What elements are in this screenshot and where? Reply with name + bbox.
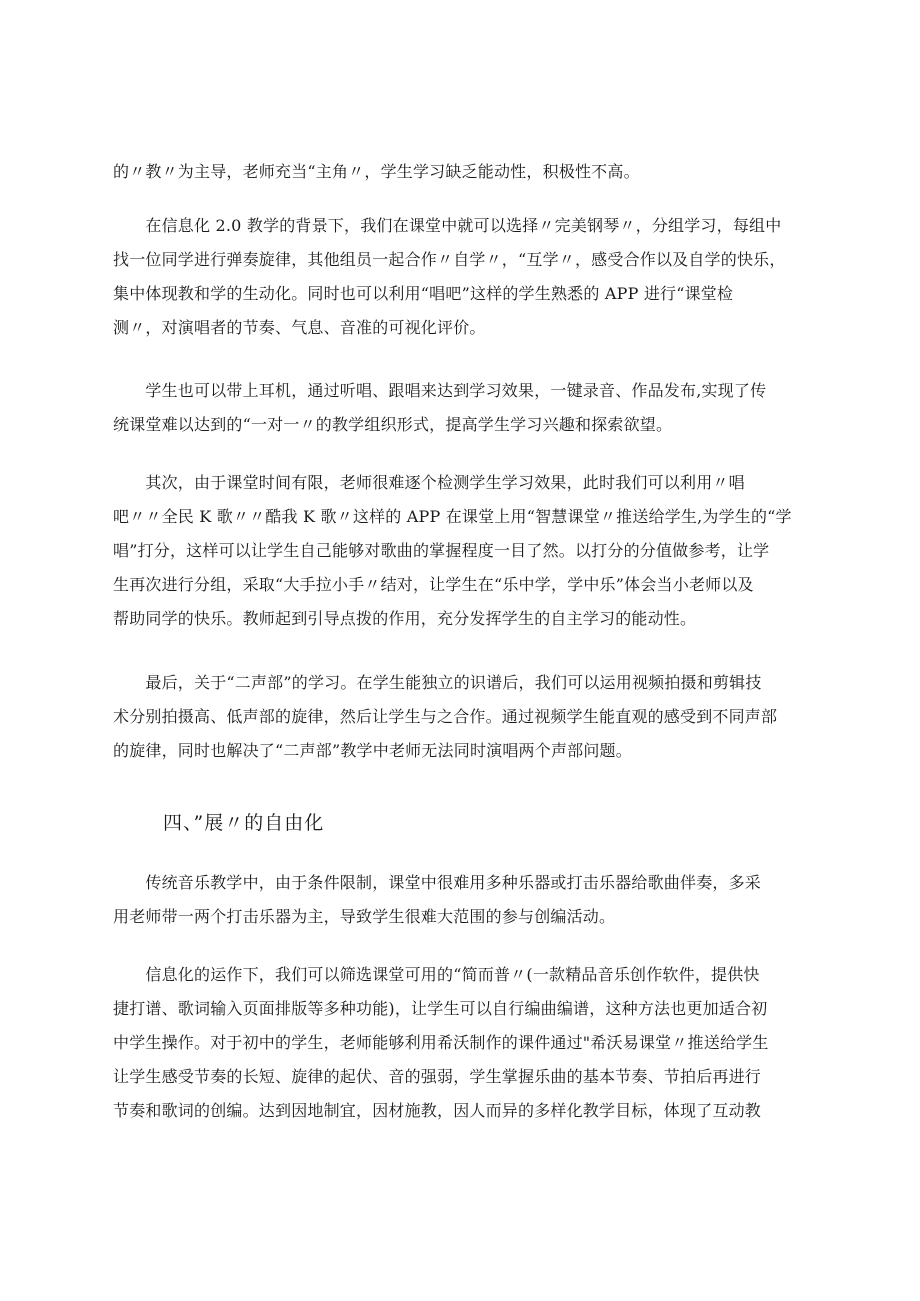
paragraph-karaoke-apps [113, 466, 810, 636]
section-heading: 四、”展〃的自由化 [163, 812, 325, 834]
text-line: 生再次进行分组，采取“大手拉小手〃结对，让学生在“乐中学，学中乐”体会当小老师以及 [113, 575, 754, 594]
text-line: 让学生感受节奏的长短、旋律的起伏、音的强弱，学生掌握乐曲的基本节奏、节拍后再进行 [113, 1067, 762, 1086]
text-line: 术分别拍摄高、低声部的旋律，然后让学生与之合作。通过视频学生能直观的感受到不同声部 [113, 707, 778, 726]
text-line: 捷打谱、歌词输入页面排版等多种功能)，让学生可以自行编曲编谱，这种方法也更加适合初 [113, 999, 768, 1018]
text-line: 中学生操作。对于初中的学生，老师能够利用希沃制作的课件通过"希沃易课堂〃推送给学生 [113, 1033, 769, 1052]
text-line: 集中体现教和学的生动化。同时也可以利用“唱吧”这样的学生熟悉的 APP 进行“课堂检 [113, 284, 734, 303]
text-line: 吧〃〃全民 K 歌〃〃酷我 K 歌〃这样的 APP 在课堂上用“智慧课堂〃推送给学生,为学生的“学 [113, 507, 792, 526]
text-line: 传统音乐教学中，由于条件限制，课堂中很难用多种乐器或打击乐器给歌曲伴奏，多采 [113, 873, 762, 892]
paragraph-two-part [113, 666, 810, 768]
paragraph-smart-piano [113, 209, 810, 345]
text-line: 信息化的运作下，我们可以筛选课堂可用的“简而普〃(一款精品音乐创作软件，提供快 [113, 965, 760, 984]
text-line: 统课堂难以达到的“一对一〃的教学组织形式，提高学生学习兴趣和探索欲望。 [113, 415, 673, 434]
paragraph-traditional [113, 866, 810, 934]
text-line: 的旋律，同时也解决了“二声部”教学中老师无法同时演唱两个声部问题。 [113, 741, 632, 760]
paragraph-headphones [113, 374, 810, 442]
text-line: 的〃教〃为主导，老师充当“主角〃，学生学习缺乏能动性，积极性不高。 [113, 162, 640, 181]
paragraph-informatization [113, 958, 810, 1128]
text-line: 找一位同学进行弹奏旋律，其他组员一起合作〃自学〃，“互学〃，感受合作以及自学的快乐， [113, 250, 786, 269]
text-line: 测〃，对演唱者的节奏、气息、音准的可视化评价。 [113, 318, 486, 337]
text-line: 学生也可以带上耳机，通过听唱、跟唱来达到学习效果，一键录音、作品发布,实现了传 [113, 381, 767, 400]
text-line: 在信息化 2.0 教学的背景下，我们在课堂中就可以选择〃完美钢琴〃，分组学习，每组中 [113, 216, 782, 235]
text-line: 用老师带一两个打击乐器为主，导致学生很难大范围的参与创编活动。 [113, 907, 616, 926]
text-line: 最后，关于“二声部”的学习。在学生能独立的识谱后，我们可以运用视频拍摄和剪辑技 [113, 673, 762, 692]
text-line: 帮助同学的快乐。教师起到引导点拨的作用，充分发挥学生的自主学习的能动性。 [113, 609, 697, 628]
text-line: 节奏和歌词的创编。达到因地制宜，因材施教，因人而异的多样化教学目标，体现了互动教 [113, 1101, 762, 1120]
text-line: 其次，由于课堂时间有限，老师很难逐个检测学生学习效果，此时我们可以利用〃唱 [113, 473, 745, 492]
text-line: 唱”打分，这样可以让学生自己能够对歌曲的掌握程度一目了然。以打分的分值做参考，让学 [113, 541, 770, 560]
paragraph-continuation [113, 155, 810, 189]
